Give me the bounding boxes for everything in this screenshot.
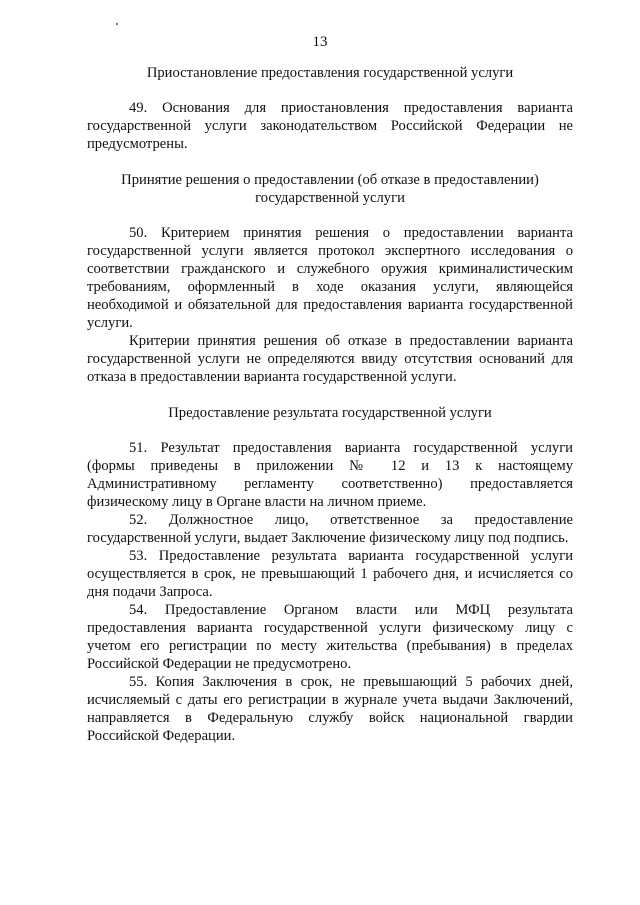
paragraph-50-refusal-criteria: Критерии принятия решения об отказе в предоставлении варианта государственной услуги не определяются ввиду отсутствия оснований для отказа в предоставлении варианта государственной услуги. — [87, 333, 573, 385]
paragraph-52: 52. Должностное лицо, ответственное за предоставление государственной услуги, выдает Заключение физическому лицу под подпись. — [87, 512, 573, 546]
paragraph-53: 53. Предоставление результата варианта государственной услуги осуществляется в срок, не превышающий 1 рабочего дня, и исчисляется со дня подачи Запроса. — [87, 548, 573, 600]
section-heading: Предоставление результата государственной услуги — [168, 405, 492, 421]
paragraph-51: 51. Результат предоставления варианта государственной услуги (формы приведены в приложении № 12 и 13 к настоящему Административному регламенту соответственно) предоставляется физическому лицу в Органе власти на личном приеме. — [87, 440, 573, 510]
paragraph-54: 54. Предоставление Органом власти или МФЦ результата предоставления варианта государственной услуги физическому лицу с учетом его регистрации по месту жительства (пребывания) в пределах Российской Федерации не предусмотрено. — [87, 602, 573, 672]
page-number: 13 — [312, 34, 328, 50]
document-body — [87, 64, 573, 745]
scan-speck — [116, 23, 118, 25]
section-heading: Приостановление предоставления государственной услуги — [146, 65, 514, 81]
paragraph-50: 50. Критерием принятия решения о предоставлении варианта государственной услуги является протокол экспертного исследования о соответствии гражданского и служебного оружия криминалистическим требованиям, оформленный в ходе оказания услуги, являющейся необходимой и обязательной для предоставления варианта государственной услуги. — [87, 225, 573, 331]
section-heading-line-2: государственной услуги — [255, 190, 405, 206]
paragraph-55: 55. Копия Заключения в срок, не превышающий 5 рабочих дней, исчисляемый с даты его регистрации в журнале учета выдачи Заключений, направляется в Федеральную службу войск национальной гвардии Российской Федерации. — [87, 674, 573, 744]
paragraph-49: 49. Основания для приостановления предоставления варианта государственной услуги законодательством Российской Федерации не предусмотрены. — [87, 100, 573, 152]
section-heading: Принятие решения о предоставлении (об отказе в предоставлении) — [121, 172, 539, 188]
